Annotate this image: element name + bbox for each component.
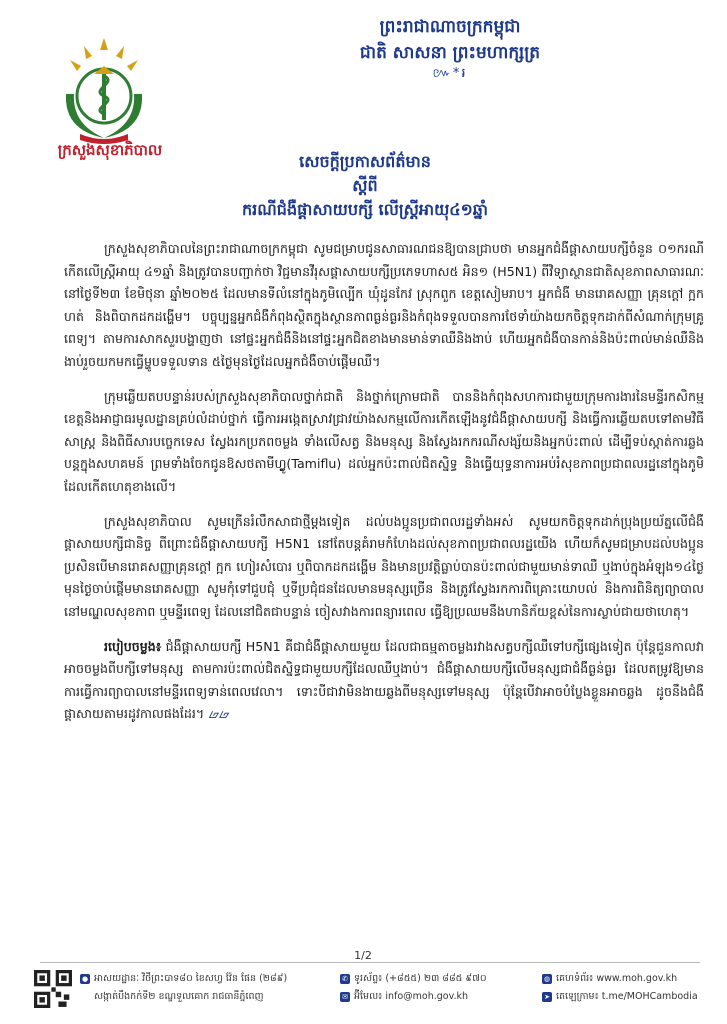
title-line-2: ស្តីពី xyxy=(352,176,378,195)
telegram-link[interactable]: តេឡេក្រាម៖ t.me/MOHCambodia xyxy=(556,991,698,1002)
announcement-body xyxy=(64,238,704,726)
footer-divider xyxy=(40,962,700,963)
paragraph-case-report: ក្រសួងសុខាភិបាលនៃព្រះរាជាណាចក្រកម្ពុជា សូមជម្រាបជូនសាធារណជនឱ្យបានជ្រាបថា មានអ្នកជំងឺផ្តាសាយបក្សីចំនួន ០១ករណី កើតលើស្ត្រីអាយុ ៤១ឆ្នាំ និងត្រូវបានបញ្ជាក់ថា វិជ្ជមានវីរុសផ្តាសាយបក្សីប្រភេទហាស៥ អិន១ (H5N1) ពីវិទ្យាស្ថានជាតិសុខភាពសាធារណៈ នៅថ្ងៃទី២៣ ខែមិថុនា ឆ្នាំ២០២៥ ដែលមានទីលំនៅក្នុងភូមិល្បើក ឃុំដូនកែវ ស្រុកពួក ខេត្តសៀមរាប។ អ្នកជំងឺ មានរោគសញ្ញា គ្រុនក្តៅ ក្អក ហត់ និងពិបាកដកដង្ហើម។ បច្ចុប្បន្នអ្នកជំងឺកំពុងស្ថិតក្នុងស្ថានភាពធ្ងន់ធ្ងរនិងកំពុងទទួលបានការថែទាំយ៉ាងយកចិត្តទុកដាក់ពីសំណាក់ក្រុមគ្រូពេទ្យ។ តាមការសាកសួរបង្ហាញថា នៅផ្ទះអ្នកជំងឺនិងនៅផ្ទះអ្នកជិតខាងមានមាន់ទាឈឺនិងងាប់ ហើយអ្នកជំងឺបានកាន់និងប៉ះពាល់មាន់ឈឺនិងងាប់រួចយកមកធ្វើម្ហូបទទួលទាន ៥ថ្ងៃមុនថ្ងៃដែលអ្នកជំងឺចាប់ផ្តើមឈឺ។ xyxy=(64,241,704,369)
footer-email[interactable] xyxy=(340,990,468,1004)
location-pin-icon: ● xyxy=(81,975,89,983)
header-ornament: ៚*៛ xyxy=(432,66,468,81)
address-line-2: សង្កាត់បឹងកក់ទី២ ខណ្ឌទួលគោក រាជធានីភ្នំពេញ xyxy=(94,991,264,1002)
website-link[interactable]: គេហទំព័រ៖ www.moh.gov.kh xyxy=(556,973,678,984)
address-line-1: អាសយដ្ឋានៈ វិថីព្រះបាទ៨០ ខៃសហ្វ វ៉ែន ផែន (២៨៩) xyxy=(94,973,288,984)
paragraph-advice: ក្រសួងសុខាភិបាល សូមក្រើនរំលឹកសាជាថ្មីម្តងទៀត ដល់បងប្អូនប្រជាពលរដ្ឋទាំងអស់ សូមយកចិត្តទុកដាក់ប្រុងប្រយ័ត្នលើជំងឺផ្តាសាយបក្សីជានិច្ច ពីព្រោះជំងឺផ្តាសាយបក្សី H5N1 នៅតែបន្តគំរាមកំហែងដល់សុខភាពប្រជាពលរដ្ឋយើង ហើយក៏សូមជម្រាបដល់បងប្អូន ប្រសិនបើមានរោគសញ្ញាគ្រុនក្តៅ ក្អក ហៀរសំបោរ ឬពិបាកដកដង្ហើម និងមានប្រវត្តិធ្លាប់បានប៉ះពាល់ជាមួយមាន់ទាឈឺ ឬងាប់ក្នុងអំឡុង១៤ថ្ងៃមុនថ្ងៃចាប់ផ្តើមមានរោគសញ្ញា សូមកុំទៅជួបជុំ ឬទីប្រជុំជនដែលមានមនុស្សច្រើន និងត្រូវស្វែងរកការពិគ្រោះយោបល់ និងការពិនិត្យព្យាបាលនៅមណ្ឌលសុខភាព ឬមន្ទីរពេទ្យ ដែលនៅជិតជាបន្ទាន់ ចៀសវាងការពន្យារពេល ធ្វើឱ្យប្រឈមនឹងហានិភ័យខ្ពស់នៃការស្លាប់ជាយថាហេតុ។ xyxy=(64,513,704,619)
qr-code-icon xyxy=(34,970,72,1008)
title-line-3: ករណីជំងឺផ្តាសាយបក្សី លើស្ត្រីអាយុ៤១ឆ្នាំ xyxy=(242,200,488,219)
footer-website[interactable] xyxy=(542,972,677,986)
email-link[interactable]: អ៊ីមែល៖ info@moh.gov.kh xyxy=(354,991,469,1002)
email-icon: ✉ xyxy=(340,992,350,1002)
globe-icon: ◍ xyxy=(543,975,551,983)
phone-icon: ✆ xyxy=(340,974,350,984)
paragraph-response: ក្រុមឆ្លើយតបបន្ទាន់របស់ក្រសួងសុខាភិបាលថ្នាក់ជាតិ និងថ្នាក់ក្រោមជាតិ បាននិងកំពុងសហការជាមួយក្រុមការងារនៃមន្ទីរកសិកម្មខេត្តនិងអាជ្ញាធរមូលដ្ឋានគ្រប់លំដាប់ថ្នាក់ ធ្វើការអង្កេតស្រាវជ្រាវយ៉ាងសកម្មលើការកើតឡើងនូវជំងឺផ្តាសាយបក្សី និងធ្វើការឆ្លើយតបទៅតាមវិធីសាស្ត្រ និងពិធីសារបច្ចេកទេស ស្វែងរកប្រភពចម្លង ទាំងលើសត្វ និងមនុស្ស និងស្វែងរកករណីសង្ស័យនិងអ្នកប៉ះពាល់ ដើម្បីទប់ស្កាត់ការឆ្លងបន្តក្នុងសហគមន៍ ព្រមទាំងចែកជូនឱសថតាមីហ្វ្លូ(Tamiflu) ដល់អ្នកប៉ះពាល់ជិតស្និទ្ធ និងធ្វើយុទ្ធនាការអប់រំសុខភាពប្រជាពលរដ្ឋនៅក្នុងភូមិដែលកើតហេតុខាងលើ។ xyxy=(64,388,704,494)
ministry-logo xyxy=(44,34,164,144)
title-line-1: សេចក្តីប្រកាសព័ត៌មាន xyxy=(299,152,431,171)
ministry-name: ក្រសួងសុខាភិបាល xyxy=(57,141,163,159)
phone-text: ទូរស័ព្ទ៖ (+៨៥៥) ២៣ ៨៨៥ ៩៧០ xyxy=(354,973,487,984)
paragraph-transmission xyxy=(64,636,704,726)
announcement-title xyxy=(150,150,580,222)
national-motto: ជាតិ សាសនា ព្រះមហាក្សត្រ xyxy=(359,43,541,63)
document-footer xyxy=(34,966,704,1016)
document-header xyxy=(240,14,660,82)
telegram-icon: ➤ xyxy=(542,992,552,1002)
transmission-text: ជំងឺផ្តាសាយបក្សី H5N1 គឺជាជំងឺផ្តាសាយមួយ ដែលជាធម្មតាចម្លងរវាងសត្វបក្សីឈឺទៅបក្សីផ្សេងទៀត ប៉ុន្តែជួនកាលវាអាចចម្លងពីបក្សីទៅមនុស្ស តាមការប៉ះពាល់ជិតស្និទ្ធជាមួយបក្សីដែលឈឺឬងាប់។ ជំងឺផ្តាសាយបក្សីលើមនុស្សជាជំងឺធ្ងន់ធ្ងរ ដែលតម្រូវឱ្យមានការធ្វើការព្យាបាលនៅមន្ទីរពេទ្យទាន់ពេលវេលា។ ទោះបីជាវាមិនងាយឆ្លងពីមនុស្សទៅមនុស្ស ប៉ុន្តែបើវាអាចបំប្លែងខ្លួនអាចឆ្លង ដូចនឹងជំងឺផ្តាសាយតាមរដូវកាលផងដែរ។ xyxy=(64,638,704,722)
kingdom-title: ព្រះរាជាណាចក្រកម្ពុជា xyxy=(379,17,521,37)
footer-address-2 xyxy=(94,990,264,1004)
footer-telegram[interactable] xyxy=(542,990,698,1004)
footer-phone xyxy=(340,972,487,986)
initials-signature: ᝏᝏ xyxy=(208,706,229,722)
page-number: 1/2 xyxy=(354,949,372,962)
transmission-label: របៀបចម្លង៖ xyxy=(104,638,162,654)
footer-address xyxy=(80,972,287,986)
